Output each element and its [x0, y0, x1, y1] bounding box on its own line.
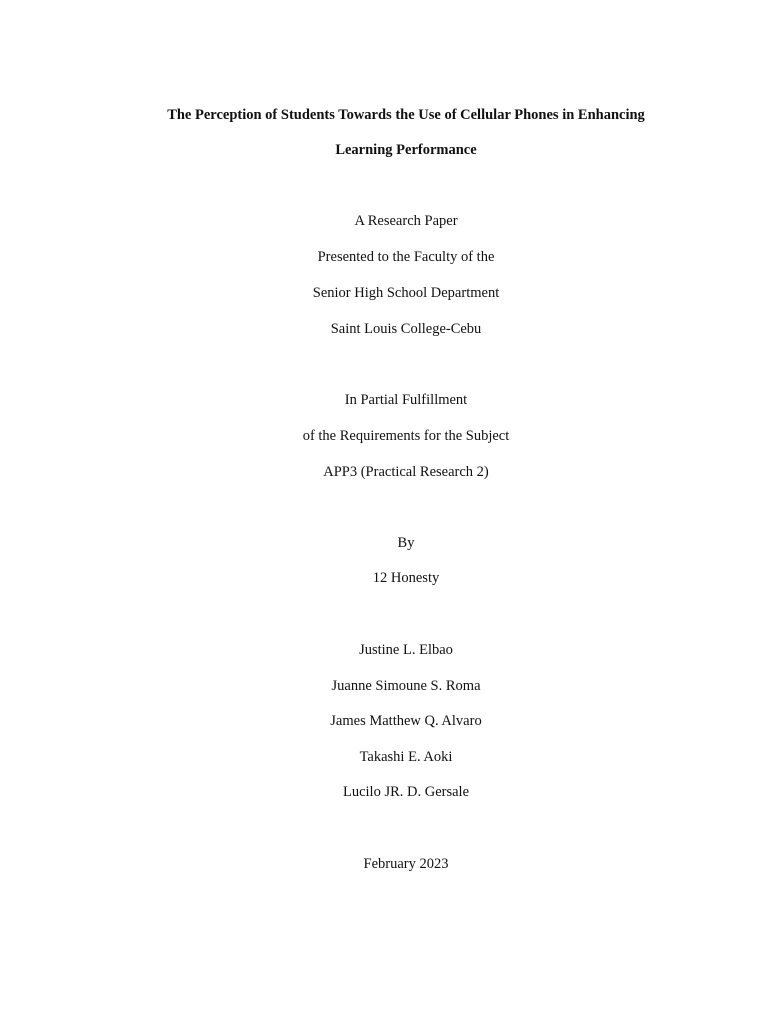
author-4: Takashi E. Aoki — [359, 749, 453, 765]
submission-date: February 2023 — [363, 856, 449, 872]
presented-to: Presented to the Faculty of the — [317, 249, 495, 265]
department: Senior High School Department — [312, 285, 500, 301]
fulfillment-line-1: In Partial Fulfillment — [344, 392, 468, 408]
institution: Saint Louis College-Cebu — [330, 321, 482, 337]
by-label: By — [397, 535, 415, 551]
fulfillment-line-2: of the Requirements for the Subject — [302, 428, 510, 444]
author-2: Juanne Simoune S. Roma — [331, 678, 481, 694]
section-name: 12 Honesty — [372, 570, 440, 586]
paper-type: A Research Paper — [354, 213, 458, 229]
author-1: Justine L. Elbao — [359, 642, 453, 658]
paper-title-line-2: Learning Performance — [335, 142, 477, 158]
subject: APP3 (Practical Research 2) — [323, 464, 489, 480]
author-3: James Matthew Q. Alvaro — [330, 713, 482, 729]
paper-title-line-1: The Perception of Students Towards the Use of Cellular Phones in Enhancing — [167, 107, 645, 123]
author-5: Lucilo JR. D. Gersale — [342, 784, 470, 800]
